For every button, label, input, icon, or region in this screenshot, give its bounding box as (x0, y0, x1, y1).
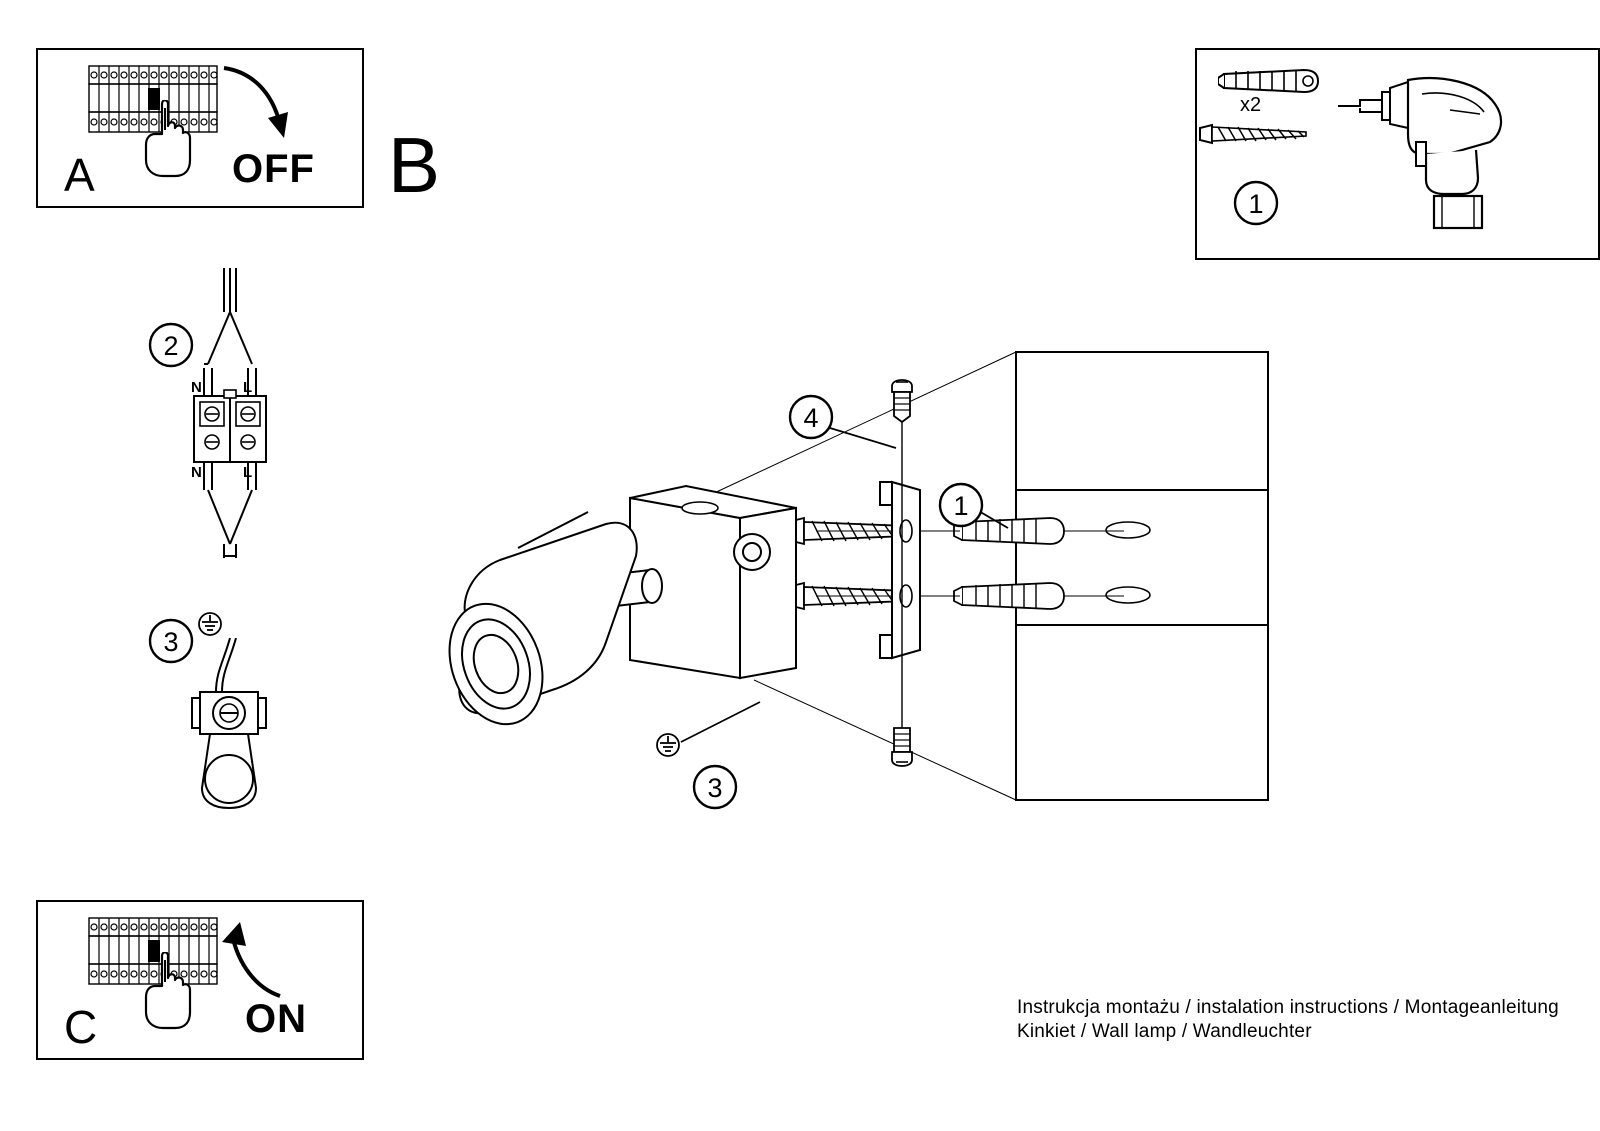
tools-callout-1 (1233, 180, 1279, 226)
svg-text:3: 3 (707, 773, 723, 803)
terminal-label-l-bottom: L (243, 464, 253, 481)
svg-text:1: 1 (1248, 189, 1264, 219)
exploded-callout-1 (938, 482, 984, 528)
terminal-block-diagram (178, 268, 288, 558)
terminal-label-n-top: N (191, 379, 202, 396)
panel-a-action-label: OFF (232, 147, 315, 191)
hand-pointing-c-icon (138, 952, 198, 1030)
power-drill-icon (1330, 70, 1515, 235)
svg-text:4: 4 (803, 403, 819, 433)
panel-c-letter: C (64, 1001, 98, 1053)
tools-quantity-label: x2 (1240, 94, 1262, 116)
arrow-up-c-icon (218, 912, 292, 1002)
svg-text:2: 2 (163, 331, 179, 361)
panel-a-letter: A (64, 149, 95, 201)
hand-pointing-a-icon (138, 100, 198, 178)
wood-screw-icon (1196, 118, 1311, 150)
footer-line-1: Instrukcja montażu / instalation instructions / Montageanleitung (1017, 997, 1559, 1018)
exploded-assembly-diagram (400, 330, 1340, 850)
panel-c-action-label: ON (245, 997, 307, 1041)
footer-line-2: Kinkiet / Wall lamp / Wandleuchter (1017, 1021, 1312, 1042)
svg-text:3: 3 (163, 627, 179, 657)
exploded-callout-3 (692, 764, 738, 810)
svg-text:1: 1 (953, 491, 969, 521)
earth-clamp-icon (186, 638, 282, 810)
terminal-label-l-top: L (243, 379, 253, 396)
exploded-callout-4 (788, 394, 834, 440)
wall-plug-icon (1218, 62, 1323, 100)
panel-b-letter: B (388, 121, 441, 209)
terminal-label-n-bottom: N (191, 464, 202, 481)
arrow-down-a-icon (218, 62, 292, 150)
